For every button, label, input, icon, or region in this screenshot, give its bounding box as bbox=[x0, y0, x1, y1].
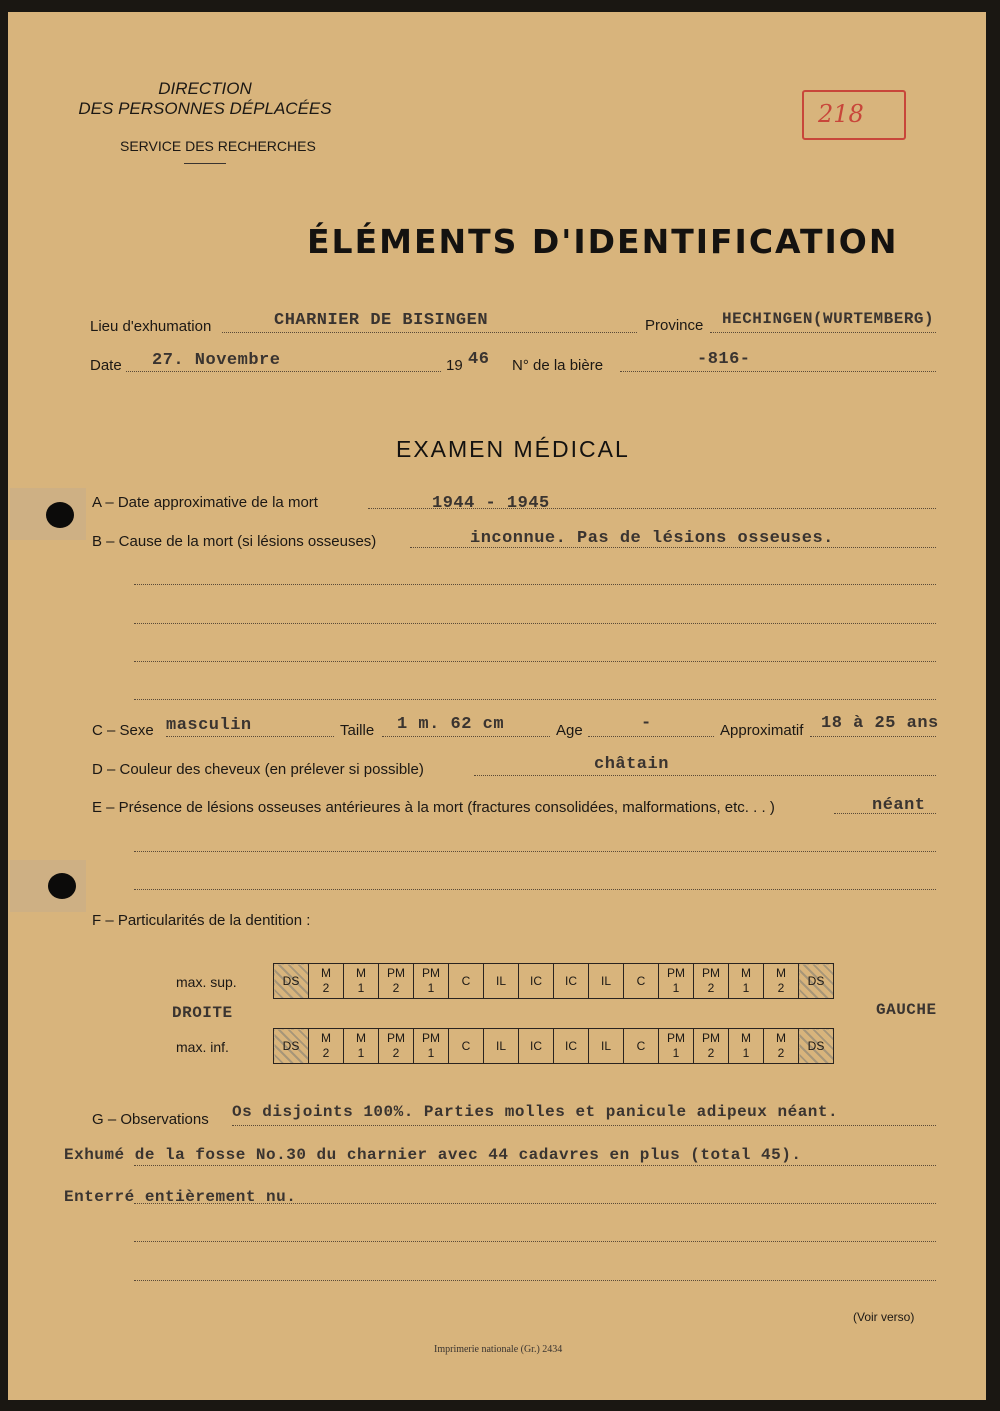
gauche-label: GAUCHE bbox=[876, 1001, 937, 1019]
tooth-code: PM bbox=[387, 1031, 405, 1045]
tooth-number: 1 bbox=[427, 981, 435, 995]
tooth-code: IL bbox=[495, 973, 506, 988]
blank-line-6 bbox=[134, 889, 936, 890]
tooth-number: 2 bbox=[392, 1046, 400, 1060]
blank-line-2 bbox=[134, 623, 936, 624]
upper-tooth-11 bbox=[624, 964, 659, 999]
biere-value: -816- bbox=[697, 350, 751, 369]
upper-tooth-2 bbox=[309, 964, 344, 999]
upper-tooth-16 bbox=[799, 964, 834, 999]
lower-tooth-16 bbox=[799, 1029, 834, 1064]
sexe-line bbox=[166, 736, 334, 737]
date-label: Date bbox=[90, 357, 122, 374]
upper-tooth-5 bbox=[414, 964, 449, 999]
exam-title: EXAMEN MÉDICAL bbox=[396, 436, 630, 462]
lower-tooth-3 bbox=[344, 1029, 379, 1064]
section-d-label: D – Couleur des cheveux (en prélever si possible) bbox=[92, 761, 424, 778]
stamp-number: 218 bbox=[818, 100, 864, 128]
section-d-value: châtain bbox=[594, 755, 669, 774]
tooth-code: C bbox=[636, 973, 646, 988]
tooth-code: PM bbox=[422, 1031, 440, 1045]
blank-line-1 bbox=[134, 584, 936, 585]
reference-stamp bbox=[802, 90, 906, 140]
approx-line bbox=[810, 736, 936, 737]
tooth-code: M bbox=[776, 1031, 786, 1045]
lower-tooth-2 bbox=[309, 1029, 344, 1064]
tooth-code: IC bbox=[565, 973, 577, 988]
tooth-code: PM bbox=[702, 1031, 720, 1045]
upper-tooth-6 bbox=[449, 964, 484, 999]
tooth-number: 2 bbox=[322, 981, 330, 995]
teeth-chart-lower bbox=[273, 1028, 834, 1064]
teeth-chart-upper bbox=[273, 963, 834, 999]
tooth-code: M bbox=[321, 966, 331, 980]
lower-tooth-8 bbox=[519, 1029, 554, 1064]
date-value: 27. Novembre bbox=[152, 351, 281, 370]
verso-note: (Voir verso) bbox=[853, 1310, 915, 1324]
blank-line-4 bbox=[134, 699, 936, 700]
tooth-code: IL bbox=[600, 1038, 611, 1053]
obs-line-1-text: Os disjoints 100%. Parties molles et panicule adipeux néant. bbox=[232, 1103, 839, 1121]
upper-tooth-12 bbox=[659, 964, 694, 999]
taille-value: 1 m. 62 cm bbox=[397, 715, 505, 734]
upper-tooth-7 bbox=[484, 964, 519, 999]
approx-value: 18 à 25 ans bbox=[821, 714, 939, 733]
header-service: SERVICE DES RECHERCHES bbox=[120, 138, 316, 154]
approx-label: Approximatif bbox=[720, 722, 804, 739]
upper-tooth-13 bbox=[694, 964, 729, 999]
province-value: HECHINGEN(WURTEMBERG) bbox=[722, 310, 935, 328]
biere-line bbox=[620, 371, 936, 372]
tooth-number: 2 bbox=[392, 981, 400, 995]
tooth-number: 2 bbox=[322, 1046, 330, 1060]
taille-line bbox=[382, 736, 550, 737]
obs-line-2-text: Exhumé de la fosse No.30 du charnier avec 44 cadavres en plus (total 45). bbox=[64, 1146, 802, 1164]
tooth-code: M bbox=[321, 1031, 331, 1045]
age-label: Age bbox=[556, 722, 583, 739]
upper-tooth-15 bbox=[764, 964, 799, 999]
lower-tooth-13 bbox=[694, 1029, 729, 1064]
tooth-code: PM bbox=[667, 1031, 685, 1045]
max-sup-label: max. sup. bbox=[176, 974, 237, 990]
punch-hole-top bbox=[46, 502, 74, 528]
punch-hole-bottom bbox=[48, 873, 76, 899]
section-g-label: G – Observations bbox=[92, 1111, 209, 1128]
tooth-number: 1 bbox=[742, 1046, 750, 1060]
section-f-label: F – Particularités de la dentition : bbox=[92, 912, 311, 929]
printer-credit: Imprimerie nationale (Gr.) 2434 bbox=[434, 1344, 563, 1355]
year-prefix: 19 bbox=[446, 357, 463, 374]
header-department: DES PERSONNES DÉPLACÉES bbox=[78, 99, 332, 118]
obs-line-3-text: Enterré entièrement nu. bbox=[64, 1188, 297, 1206]
obs-line-1 bbox=[232, 1125, 936, 1126]
tooth-code: IC bbox=[530, 973, 542, 988]
upper-tooth-1 bbox=[274, 964, 309, 999]
upper-tooth-4 bbox=[379, 964, 414, 999]
section-a-label: A – Date approximative de la mort bbox=[92, 494, 318, 511]
section-b-label: B – Cause de la mort (si lésions osseuses) bbox=[92, 533, 377, 550]
tooth-code: M bbox=[356, 966, 366, 980]
age-value: - bbox=[641, 714, 652, 733]
tooth-code: M bbox=[356, 1031, 366, 1045]
lower-tooth-6 bbox=[449, 1029, 484, 1064]
tooth-number: 1 bbox=[672, 1046, 680, 1060]
province-label: Province bbox=[645, 317, 704, 334]
section-e-value: néant bbox=[872, 796, 926, 815]
upper-tooth-9 bbox=[554, 964, 589, 999]
tooth-code: PM bbox=[387, 966, 405, 980]
upper-tooth-8 bbox=[519, 964, 554, 999]
tooth-code: M bbox=[776, 966, 786, 980]
date-line bbox=[126, 371, 441, 372]
section-c-prefix: C – Sexe bbox=[92, 722, 154, 739]
tooth-number: 2 bbox=[707, 1046, 715, 1060]
document-title: ÉLÉMENTS D'IDENTIFICATION bbox=[307, 222, 899, 261]
lower-tooth-9 bbox=[554, 1029, 589, 1064]
droite-label: DROITE bbox=[172, 1004, 233, 1022]
age-line bbox=[588, 736, 714, 737]
tooth-code: PM bbox=[667, 966, 685, 980]
tooth-code: IL bbox=[600, 973, 611, 988]
biere-label: N° de la bière bbox=[512, 357, 604, 374]
lower-tooth-1 bbox=[274, 1029, 309, 1064]
tooth-code: C bbox=[461, 973, 471, 988]
lower-tooth-4 bbox=[379, 1029, 414, 1064]
tooth-code: DS bbox=[807, 1038, 825, 1053]
tooth-code: DS bbox=[282, 1038, 300, 1053]
tooth-code: C bbox=[636, 1038, 646, 1053]
tooth-code: M bbox=[741, 966, 751, 980]
obs-line-2 bbox=[134, 1165, 936, 1166]
max-inf-label: max. inf. bbox=[176, 1039, 229, 1055]
lower-tooth-12 bbox=[659, 1029, 694, 1064]
upper-tooth-3 bbox=[344, 964, 379, 999]
upper-tooth-14 bbox=[729, 964, 764, 999]
blank-line-3 bbox=[134, 661, 936, 662]
tooth-number: 1 bbox=[742, 981, 750, 995]
tooth-number: 1 bbox=[357, 1046, 365, 1060]
lieu-value: CHARNIER DE BISINGEN bbox=[274, 311, 489, 330]
tooth-code: DS bbox=[282, 973, 300, 988]
tooth-number: 1 bbox=[357, 981, 365, 995]
sexe-value: masculin bbox=[166, 716, 252, 735]
tooth-code: M bbox=[741, 1031, 751, 1045]
tooth-code: C bbox=[461, 1038, 471, 1053]
section-a-value: 1944 - 1945 bbox=[432, 494, 550, 513]
blank-line-8 bbox=[134, 1280, 936, 1281]
tooth-code: IC bbox=[565, 1038, 577, 1053]
tooth-code: PM bbox=[422, 966, 440, 980]
lower-tooth-10 bbox=[589, 1029, 624, 1064]
tooth-code: IL bbox=[495, 1038, 506, 1053]
taille-label: Taille bbox=[340, 722, 375, 739]
tooth-number: 2 bbox=[777, 1046, 785, 1060]
tooth-code: DS bbox=[807, 973, 825, 988]
province-line bbox=[710, 332, 936, 333]
tooth-number: 2 bbox=[777, 981, 785, 995]
tooth-code: PM bbox=[702, 966, 720, 980]
header-divider bbox=[184, 163, 226, 164]
lieu-label: Lieu d'exhumation bbox=[90, 318, 212, 335]
lower-tooth-15 bbox=[764, 1029, 799, 1064]
tooth-code: IC bbox=[530, 1038, 542, 1053]
lower-tooth-7 bbox=[484, 1029, 519, 1064]
header-direction: DIRECTION bbox=[158, 79, 252, 98]
upper-tooth-10 bbox=[589, 964, 624, 999]
tooth-number: 2 bbox=[707, 981, 715, 995]
tooth-number: 1 bbox=[427, 1046, 435, 1060]
blank-line-5 bbox=[134, 851, 936, 852]
year-value: 46 bbox=[468, 350, 490, 369]
section-b-value: inconnue. Pas de lésions osseuses. bbox=[470, 529, 834, 548]
section-e-label: E – Présence de lésions osseuses antérieures à la mort (fractures consolidées, malformations, etc. . . ) bbox=[92, 799, 775, 816]
blank-line-7 bbox=[134, 1241, 936, 1242]
lower-tooth-11 bbox=[624, 1029, 659, 1064]
section-d-line bbox=[474, 775, 936, 776]
lower-tooth-14 bbox=[729, 1029, 764, 1064]
lower-tooth-5 bbox=[414, 1029, 449, 1064]
tooth-number: 1 bbox=[672, 981, 680, 995]
lieu-line bbox=[222, 332, 637, 333]
